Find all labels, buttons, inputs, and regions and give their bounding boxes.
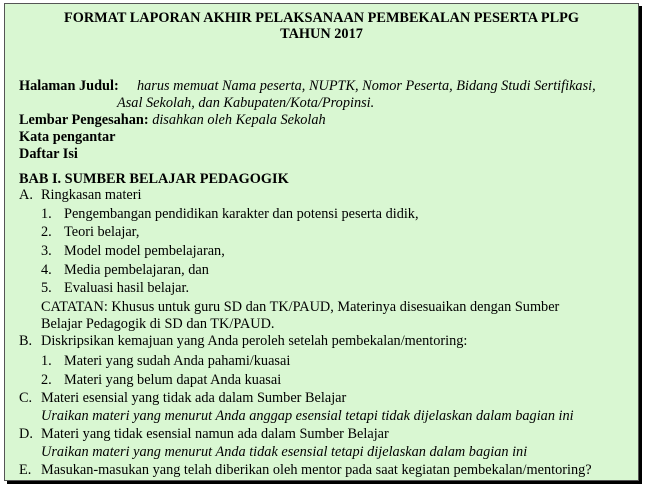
list-item-num: 1. [41, 206, 52, 222]
list-item: Teori belajar, [64, 224, 140, 240]
section-a-text: Ringkasan materi [41, 187, 142, 203]
section-d-letter: D. [19, 426, 33, 442]
section-b-text: Diskripsikan kemajuan yang Anda peroleh setelah pembekalan/mentoring: [41, 333, 468, 349]
lembar-pengesahan: Lembar Pengesahan: disahkan oleh Kepala Sekolah [19, 112, 326, 128]
list-item: Evaluasi hasil belajar. [64, 280, 190, 296]
document-page [4, 3, 639, 481]
list-item-num: 3. [41, 243, 52, 259]
list-item-num: 2. [41, 372, 52, 388]
daftar-isi: Daftar Isi [19, 146, 78, 162]
list-item-num: 5. [41, 280, 52, 296]
list-item: Pengembangan pendidikan karakter dan potensi peserta didik, [64, 206, 419, 222]
list-item: Materi yang sudah Anda pahami/kuasai [64, 353, 291, 369]
list-item-num: 2. [41, 224, 52, 240]
catatan-line2: Belajar Pedagogik di SD dan TK/PAUD. [41, 316, 275, 332]
section-a-letter: A. [19, 187, 33, 203]
list-item-num: 1. [41, 353, 52, 369]
section-e-text: Masukan-masukan yang telah diberikan oleh mentor pada saat kegiatan pembekalan/mentoring? [41, 462, 592, 478]
section-d-text: Materi yang tidak esensial namun ada dalam Sumber Belajar [41, 426, 389, 442]
section-c-text: Materi esensial yang tidak ada dalam Sumber Belajar [41, 390, 347, 406]
section-d-note: Uraikan materi yang menurut Anda tidak esensial tetapi dijelaskan dalam bagian ini [41, 444, 528, 460]
list-item: Media pembelajaran, dan [64, 262, 209, 278]
catatan-line1: CATATAN: Khusus untuk guru SD dan TK/PAUD, Materinya disesuaikan dengan Sumber [41, 299, 560, 315]
section-e-letter: E. [19, 462, 32, 478]
section-c-note: Uraikan materi yang menurut Anda anggap esensial tetapi tidak dijelaskan dalam bagian ini [41, 408, 574, 424]
section-c-letter: C. [19, 390, 33, 406]
kata-pengantar: Kata pengantar [19, 129, 116, 145]
halaman-judul-text1: harus memuat Nama peserta, NUPTK, Nomor Peserta, Bidang Studi Sertifikasi, [137, 78, 596, 94]
section-b-letter: B. [19, 333, 33, 349]
halaman-judul-label: Halaman Judul: [19, 78, 119, 94]
doc-title-line2: TAHUN 2017 [280, 26, 363, 42]
list-item: Materi yang belum dapat Anda kuasai [64, 372, 282, 388]
bab1-heading: BAB I. SUMBER BELAJAR PEDAGOGIK [19, 171, 289, 187]
list-item: Model model pembelajaran, [64, 243, 225, 259]
list-item-num: 4. [41, 262, 52, 278]
doc-title-line1: FORMAT LAPORAN AKHIR PELAKSANAAN PEMBEKALAN PESERTA PLPG [63, 10, 579, 26]
halaman-judul-text2: Asal Sekolah, dan Kabupaten/Kota/Propinsi. [117, 95, 375, 111]
